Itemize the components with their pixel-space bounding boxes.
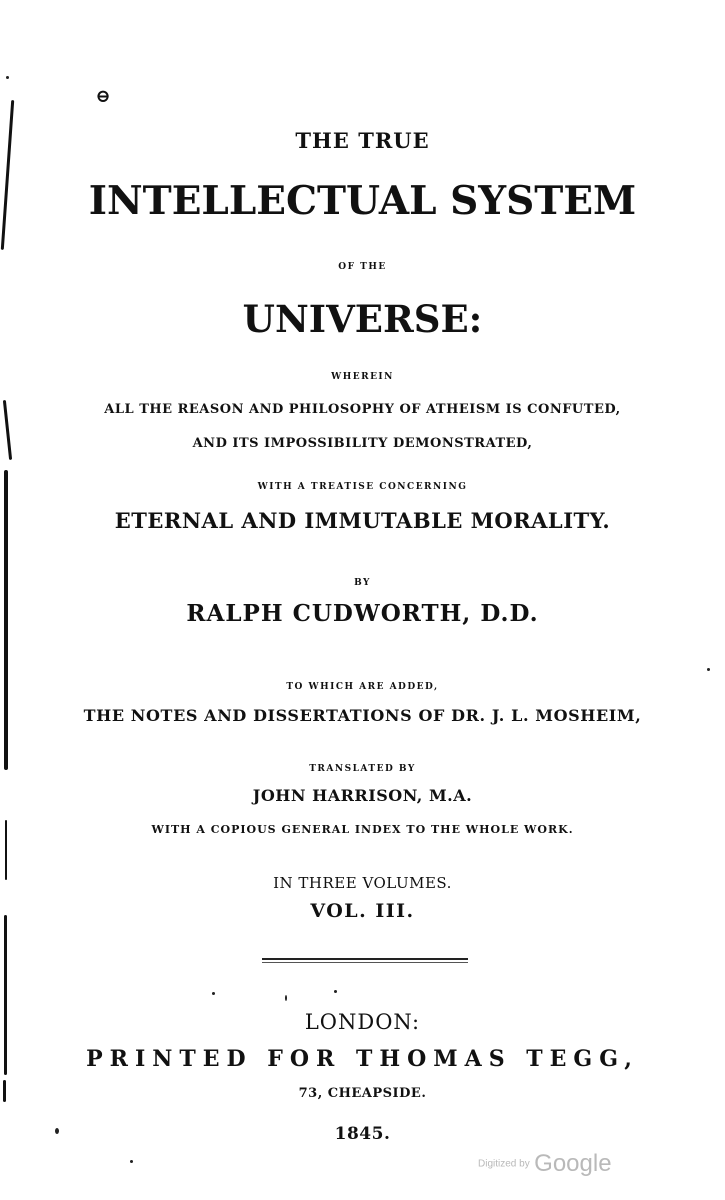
wherein-label: WHEREIN <box>331 372 394 382</box>
watermark-prefix: Digitized by <box>478 1158 530 1170</box>
translated-label: TRANSLATED BY <box>309 764 416 774</box>
imprint-address: 73, CHEAPSIDE. <box>298 1086 427 1101</box>
imprint-year: 1845. <box>334 1124 391 1144</box>
volume-count: IN THREE VOLUMES. <box>273 874 452 892</box>
scan-speck <box>130 1160 133 1163</box>
scan-speck <box>334 990 337 993</box>
watermark-brand: Google <box>534 1150 612 1177</box>
volume-number: VOL. III. <box>310 900 415 922</box>
scan-edge-mark <box>4 470 8 770</box>
imprint-city: LONDON: <box>304 1010 421 1034</box>
by-label: BY <box>354 578 371 588</box>
author-name: RALPH CUDWORTH, D.D. <box>186 600 539 627</box>
scan-speck <box>285 995 287 1001</box>
notes-line: THE NOTES AND DISSERTATIONS OF DR. J. L. MOSHEIM, <box>83 706 642 725</box>
title-of-the: OF THE <box>338 262 387 272</box>
scan-edge-mark <box>4 915 7 1075</box>
scan-speck <box>212 992 215 995</box>
description-line-2: AND ITS IMPOSSIBILITY DEMONSTRATED, <box>192 436 533 451</box>
scan-edge-mark <box>5 820 7 880</box>
treatise-label: WITH A TREATISE CONCERNING <box>257 482 468 492</box>
scan-speck <box>707 668 710 671</box>
title-line-3: UNIVERSE: <box>242 297 483 341</box>
stamp-mark: ⊖ <box>95 86 111 107</box>
scan-edge-mark <box>1 100 14 250</box>
imprint-printer: PRINTED FOR THOMAS TEGG, <box>86 1046 639 1072</box>
scan-speck <box>55 1128 59 1134</box>
digitized-watermark <box>478 1150 612 1180</box>
description-line-1: ALL THE REASON AND PHILOSOPHY OF ATHEISM IS CONFUTED, <box>104 402 621 417</box>
scan-speck <box>6 76 9 79</box>
translator-name: JOHN HARRISON, M.A. <box>252 786 473 805</box>
title-line-2: INTELLECTUAL SYSTEM <box>88 178 637 224</box>
divider-rule <box>262 958 468 960</box>
divider-rule-thin <box>262 962 468 963</box>
morality-title: ETERNAL AND IMMUTABLE MORALITY. <box>114 508 611 533</box>
title-line-1: THE TRUE <box>295 128 430 153</box>
scan-edge-mark <box>3 1080 6 1102</box>
index-note: WITH A COPIOUS GENERAL INDEX TO THE WHOLE WORK. <box>151 823 574 836</box>
added-label: TO WHICH ARE ADDED, <box>286 682 439 692</box>
